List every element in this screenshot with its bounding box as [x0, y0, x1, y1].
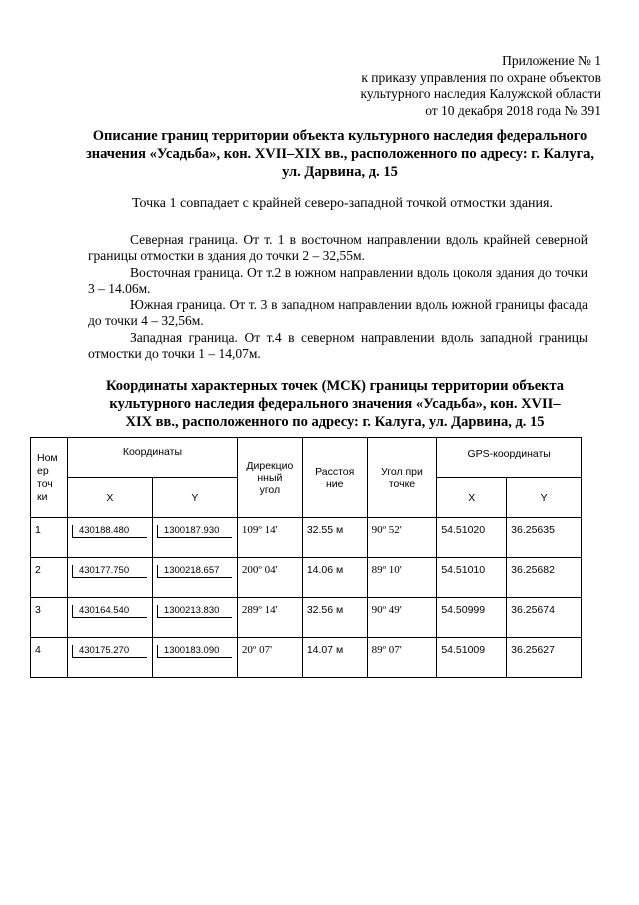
- header-distance: [302, 438, 367, 518]
- value-y: 1300213.830: [157, 605, 232, 618]
- east-border: Восточная граница. От т.2 в южном направлении вдоль цоколя здания до точки 3 – 14.06м.: [88, 264, 588, 296]
- coords-title-line: культурного наследия федерального значения «Усадьба», кон. XVII–: [109, 396, 561, 412]
- cell-angle: 89º 07': [367, 638, 437, 678]
- cell-distance: 14.06 м: [302, 558, 367, 598]
- cell-angle: 90º 52': [367, 518, 437, 558]
- header-line: Расстоя: [315, 465, 355, 478]
- cell-distance: 32.56 м: [302, 598, 367, 638]
- value-x: 430188.480: [72, 525, 147, 538]
- cell-direction: 289º 14': [237, 598, 302, 638]
- header-number: [31, 438, 68, 518]
- header-angle: [367, 438, 437, 518]
- header-line: Угол при: [381, 465, 423, 478]
- header-line: ки: [37, 490, 48, 503]
- cell-direction: 109º 14': [237, 518, 302, 558]
- header-line: ние: [325, 477, 344, 490]
- cell-y: [152, 518, 237, 558]
- cell-gps-y: 36.25635: [507, 518, 582, 558]
- value-x: 430175.270: [72, 645, 147, 658]
- table-row: [31, 598, 582, 638]
- header-line: нный: [257, 471, 283, 484]
- header-y: Y: [152, 478, 237, 518]
- cell-x: [67, 558, 152, 598]
- header-line: Дирекцио: [246, 459, 294, 472]
- cell-gps-x: 54.51020: [437, 518, 507, 558]
- cell-direction: 200º 04': [237, 558, 302, 598]
- cell-number: 4: [31, 638, 68, 678]
- south-border: Южная граница. От т. 3 в западном направлении вдоль южной границы фасада до точки 4 – 32,56м.: [88, 297, 588, 329]
- value-x: 430177.750: [72, 565, 147, 578]
- cell-gps-x: 54.51010: [437, 558, 507, 598]
- cell-gps-x: 54.51009: [437, 638, 507, 678]
- cell-gps-y: 36.25682: [507, 558, 582, 598]
- header-x: X: [67, 478, 152, 518]
- value-y: 1300187.930: [157, 525, 232, 538]
- north-border: Северная граница. От т. 1 в восточном направлении вдоль крайней северной границы отмостки в здания до точки 2 – 32,55м.: [88, 232, 588, 264]
- cell-distance: 14.07 м: [302, 638, 367, 678]
- annex-header: [360, 53, 601, 119]
- cell-direction: 20º 07': [237, 638, 302, 678]
- cell-x: [67, 598, 152, 638]
- coords-title-line: Координаты характерных точек (МСК) границы территории объекта: [105, 378, 565, 394]
- header-gps-y: Y: [507, 478, 582, 518]
- title-line: значения «Усадьба», кон. XVII–XIX вв., расположенного по адресу: г. Калуга,: [85, 146, 595, 162]
- annex-line: к приказу управления по охране объектов: [361, 69, 601, 85]
- header-gps: GPS-координаты: [437, 438, 582, 478]
- header-direction: [237, 438, 302, 518]
- value-y: 1300218.657: [157, 565, 232, 578]
- point1-description: Точка 1 совпадает с крайней северо-западной точкой отмостки здания.: [132, 196, 553, 211]
- title-line: Описание границ территории объекта культурного наследия федерального: [92, 128, 588, 144]
- coordinates-table: [30, 437, 582, 678]
- cell-angle: 89º 10': [367, 558, 437, 598]
- annex-line: культурного наследия Калужской области: [360, 86, 601, 101]
- cell-number: 3: [31, 598, 68, 638]
- table-row: [31, 558, 582, 598]
- header-line: ер: [37, 464, 49, 477]
- annex-line: Приложение № 1: [502, 53, 601, 68]
- cell-gps-y: 36.25627: [507, 638, 582, 678]
- header-line: точ: [37, 477, 53, 490]
- annex-line: от 10 декабря 2018 года № 391: [425, 102, 601, 118]
- cell-number: 2: [31, 558, 68, 598]
- cell-distance: 32.55 м: [302, 518, 367, 558]
- table-row: [31, 638, 582, 678]
- header-line: угол: [259, 483, 281, 496]
- cell-y: [152, 638, 237, 678]
- cell-gps-y: 36.25674: [507, 598, 582, 638]
- header-gps-x: X: [437, 478, 507, 518]
- cell-gps-x: 54.50999: [437, 598, 507, 638]
- cell-x: [67, 518, 152, 558]
- cell-angle: 90º 49': [367, 598, 437, 638]
- cell-y: [152, 558, 237, 598]
- coordinates-title: [90, 377, 580, 431]
- cell-number: 1: [31, 518, 68, 558]
- header-line: точке: [388, 477, 416, 490]
- header-line: Ном: [37, 451, 58, 464]
- header-coordinates: Координаты: [67, 438, 237, 478]
- value-y: 1300183.090: [157, 645, 232, 658]
- coords-title-line: XIX вв., расположенного по адресу: г. Калуга, ул. Дарвина, д. 15: [125, 414, 545, 430]
- table-header-row: [31, 438, 582, 478]
- document-title: [60, 127, 620, 181]
- table-row: [31, 518, 582, 558]
- cell-y: [152, 598, 237, 638]
- west-border: Западная граница. От т.4 в северном направлении вдоль западной границы отмостки до точки 1 – 14,07м.: [88, 329, 588, 362]
- title-line: ул. Дарвина, д. 15: [282, 164, 398, 180]
- value-x: 430164.540: [72, 605, 147, 618]
- cell-x: [67, 638, 152, 678]
- borders-description: [88, 232, 588, 362]
